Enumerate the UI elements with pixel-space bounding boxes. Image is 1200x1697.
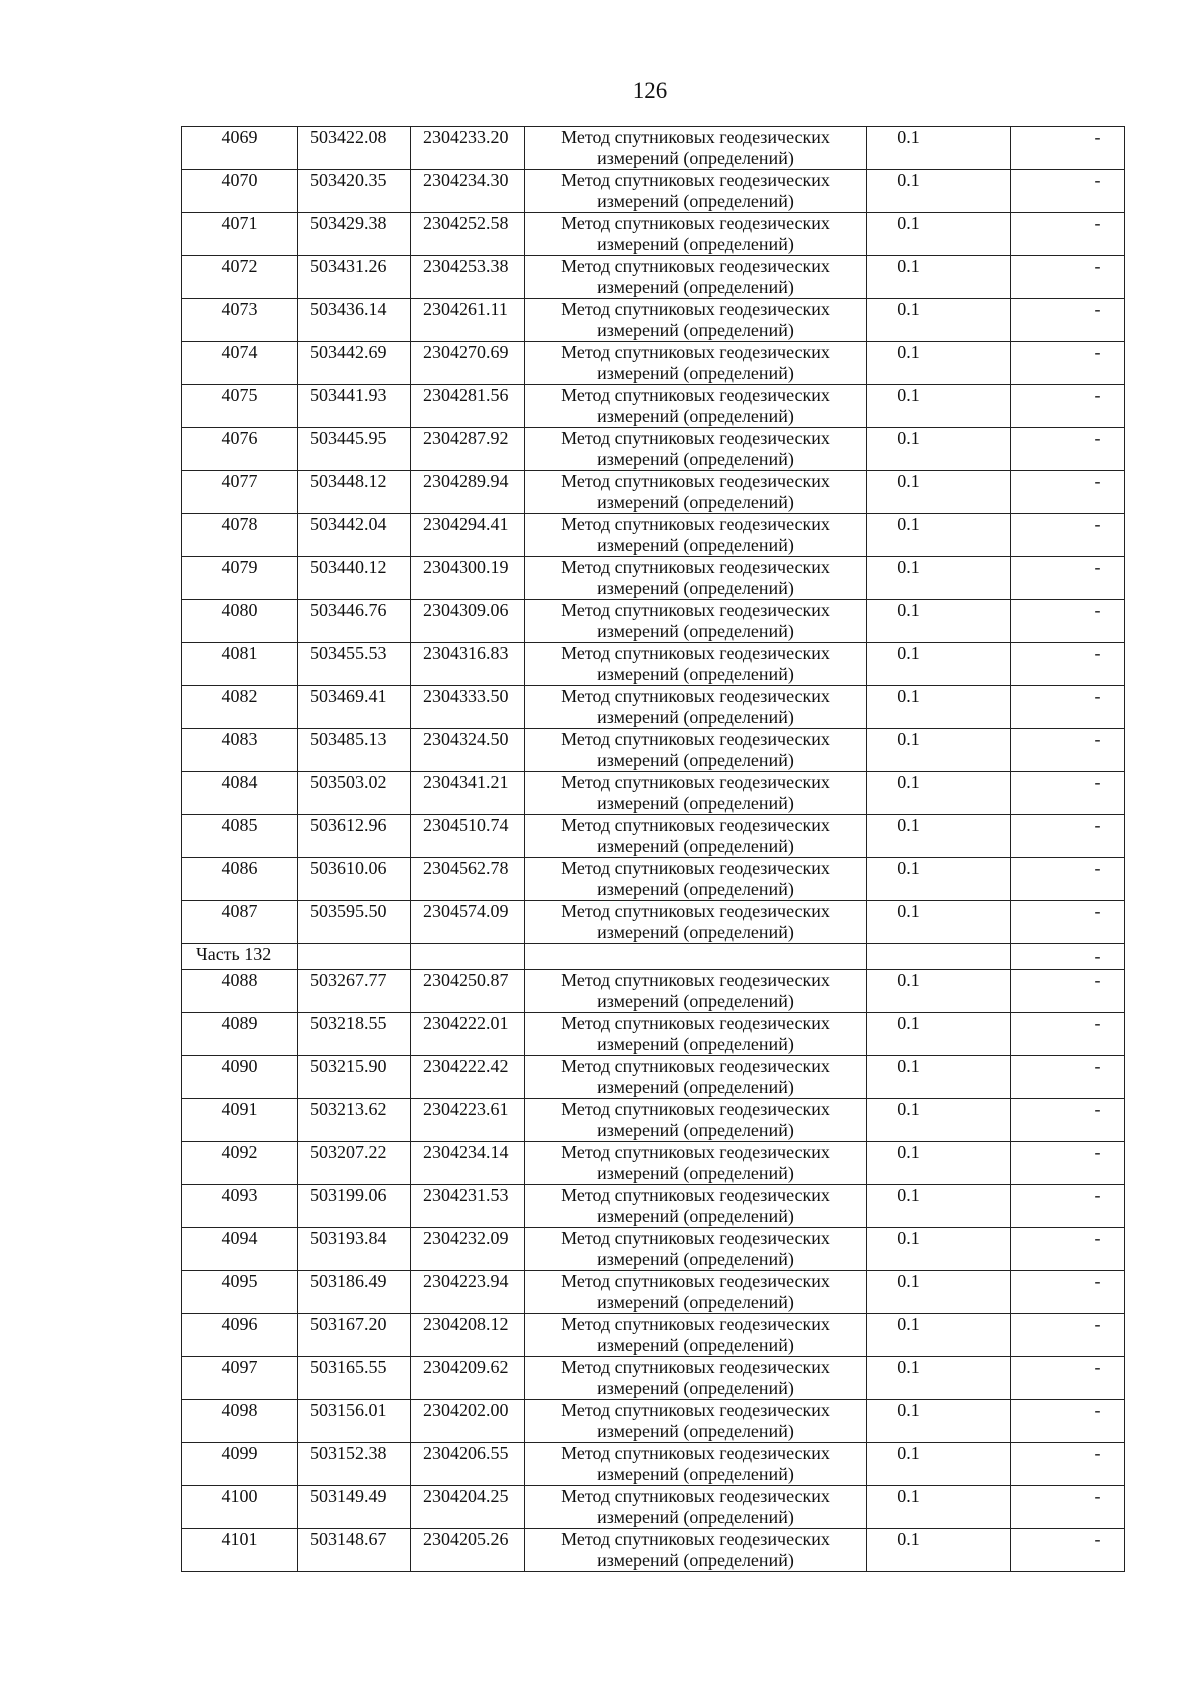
y-coordinate-cell: 2304316.83 xyxy=(411,643,525,686)
x-coordinate-cell: 503215.90 xyxy=(298,1056,411,1099)
point-number-cell: 4082 xyxy=(182,686,298,729)
accuracy-cell: 0.1 xyxy=(867,1357,1011,1400)
accuracy-cell: 0.1 xyxy=(867,1486,1011,1529)
x-coordinate-cell: 503436.14 xyxy=(298,299,411,342)
table-row xyxy=(182,1142,1125,1185)
note-cell: - xyxy=(1011,901,1125,944)
table-row xyxy=(182,213,1125,256)
note-cell: - xyxy=(1011,471,1125,514)
table-row xyxy=(182,686,1125,729)
x-coordinate-cell: 503148.67 xyxy=(298,1529,411,1572)
table-row xyxy=(182,1099,1125,1142)
accuracy-cell: 0.1 xyxy=(867,170,1011,213)
note-cell: - xyxy=(1011,772,1125,815)
method-cell: Метод спутниковых геодезических измерений (определений) xyxy=(525,1400,867,1443)
method-cell: Метод спутниковых геодезических измерений (определений) xyxy=(525,471,867,514)
note-cell: - xyxy=(1011,1228,1125,1271)
table-row xyxy=(182,1271,1125,1314)
y-coordinate-cell: 2304253.38 xyxy=(411,256,525,299)
note-cell: - xyxy=(1011,815,1125,858)
x-coordinate-cell: 503199.06 xyxy=(298,1185,411,1228)
table-row xyxy=(182,1529,1125,1572)
point-number-cell: 4080 xyxy=(182,600,298,643)
point-number-cell: 4099 xyxy=(182,1443,298,1486)
accuracy-cell: 0.1 xyxy=(867,772,1011,815)
accuracy-cell: 0.1 xyxy=(867,970,1011,1013)
accuracy-cell: 0.1 xyxy=(867,1185,1011,1228)
x-coordinate-cell: 503149.49 xyxy=(298,1486,411,1529)
table-row xyxy=(182,1486,1125,1529)
y-coordinate-cell: 2304223.94 xyxy=(411,1271,525,1314)
method-cell: Метод спутниковых геодезических измерений (определений) xyxy=(525,514,867,557)
note-cell: - xyxy=(1011,127,1125,170)
note-cell: - xyxy=(1011,643,1125,686)
x-coordinate-cell: 503207.22 xyxy=(298,1142,411,1185)
accuracy-cell: 0.1 xyxy=(867,1400,1011,1443)
note-cell: - xyxy=(1011,213,1125,256)
x-coordinate-cell: 503455.53 xyxy=(298,643,411,686)
note-cell: - xyxy=(1011,557,1125,600)
y-coordinate-cell: 2304209.62 xyxy=(411,1357,525,1400)
point-number-cell: 4072 xyxy=(182,256,298,299)
point-number-cell: 4084 xyxy=(182,772,298,815)
table-row xyxy=(182,970,1125,1013)
accuracy-cell: 0.1 xyxy=(867,1271,1011,1314)
table-row xyxy=(182,1357,1125,1400)
y-coordinate-cell: 2304222.42 xyxy=(411,1056,525,1099)
point-number-cell: 4075 xyxy=(182,385,298,428)
x-coordinate-cell: 503165.55 xyxy=(298,1357,411,1400)
point-number-cell: 4085 xyxy=(182,815,298,858)
x-coordinate-cell: 503485.13 xyxy=(298,729,411,772)
method-cell: Метод спутниковых геодезических измерений (определений) xyxy=(525,170,867,213)
accuracy-cell: 0.1 xyxy=(867,299,1011,342)
accuracy-cell: 0.1 xyxy=(867,1529,1011,1572)
note-cell: - xyxy=(1011,1443,1125,1486)
point-number-cell: 4078 xyxy=(182,514,298,557)
method-cell: Метод спутниковых геодезических измерений (определений) xyxy=(525,1529,867,1572)
method-cell: Метод спутниковых геодезических измерений (определений) xyxy=(525,557,867,600)
method-cell: Метод спутниковых геодезических измерений (определений) xyxy=(525,1486,867,1529)
y-coordinate-cell: 2304510.74 xyxy=(411,815,525,858)
note-cell: - xyxy=(1011,1271,1125,1314)
point-number-cell: 4094 xyxy=(182,1228,298,1271)
accuracy-cell: 0.1 xyxy=(867,127,1011,170)
point-number-cell: 4070 xyxy=(182,170,298,213)
note-cell: - xyxy=(1011,1529,1125,1572)
x-coordinate-cell: 503446.76 xyxy=(298,600,411,643)
x-coordinate-cell: 503595.50 xyxy=(298,901,411,944)
y-coordinate-cell: 2304300.19 xyxy=(411,557,525,600)
point-number-cell: 4097 xyxy=(182,1357,298,1400)
table-row xyxy=(182,471,1125,514)
method-cell: Метод спутниковых геодезических измерений (определений) xyxy=(525,643,867,686)
point-number-cell: 4096 xyxy=(182,1314,298,1357)
note-cell: - xyxy=(1011,342,1125,385)
table-row xyxy=(182,729,1125,772)
x-coordinate-cell: 503267.77 xyxy=(298,970,411,1013)
coordinates-table xyxy=(181,126,1125,1572)
note-cell: - xyxy=(1011,1013,1125,1056)
method-cell: Метод спутниковых геодезических измерений (определений) xyxy=(525,858,867,901)
note-cell: - xyxy=(1011,514,1125,557)
accuracy-cell: 0.1 xyxy=(867,1228,1011,1271)
note-cell: - xyxy=(1011,428,1125,471)
method-cell: Метод спутниковых геодезических измерений (определений) xyxy=(525,1142,867,1185)
method-cell: Метод спутниковых геодезических измерений (определений) xyxy=(525,772,867,815)
table-row xyxy=(182,557,1125,600)
table-row xyxy=(182,514,1125,557)
empty-cell xyxy=(867,944,1011,970)
y-coordinate-cell: 2304333.50 xyxy=(411,686,525,729)
method-cell: Метод спутниковых геодезических измерений (определений) xyxy=(525,1228,867,1271)
accuracy-cell: 0.1 xyxy=(867,858,1011,901)
point-number-cell: 4091 xyxy=(182,1099,298,1142)
note-cell: - xyxy=(1011,1400,1125,1443)
method-cell: Метод спутниковых геодезических измерений (определений) xyxy=(525,1056,867,1099)
x-coordinate-cell: 503186.49 xyxy=(298,1271,411,1314)
method-cell: Метод спутниковых геодезических измерений (определений) xyxy=(525,1357,867,1400)
empty-cell xyxy=(411,944,525,970)
x-coordinate-cell: 503422.08 xyxy=(298,127,411,170)
method-cell: Метод спутниковых геодезических измерений (определений) xyxy=(525,686,867,729)
x-coordinate-cell: 503469.41 xyxy=(298,686,411,729)
accuracy-cell: 0.1 xyxy=(867,815,1011,858)
part-label: Часть 132 xyxy=(182,944,298,970)
y-coordinate-cell: 2304204.25 xyxy=(411,1486,525,1529)
table-row xyxy=(182,815,1125,858)
accuracy-cell: 0.1 xyxy=(867,213,1011,256)
accuracy-cell: 0.1 xyxy=(867,256,1011,299)
y-coordinate-cell: 2304270.69 xyxy=(411,342,525,385)
point-number-cell: 4077 xyxy=(182,471,298,514)
y-coordinate-cell: 2304233.20 xyxy=(411,127,525,170)
table-row xyxy=(182,256,1125,299)
note-cell: - xyxy=(1011,600,1125,643)
method-cell: Метод спутниковых геодезических измерений (определений) xyxy=(525,428,867,471)
y-coordinate-cell: 2304250.87 xyxy=(411,970,525,1013)
point-number-cell: 4090 xyxy=(182,1056,298,1099)
note-cell: - xyxy=(1011,1056,1125,1099)
method-cell: Метод спутниковых геодезических измерений (определений) xyxy=(525,1314,867,1357)
coordinates-table-body xyxy=(182,127,1125,1572)
method-cell: Метод спутниковых геодезических измерений (определений) xyxy=(525,970,867,1013)
y-coordinate-cell: 2304261.11 xyxy=(411,299,525,342)
note-cell: - xyxy=(1011,1099,1125,1142)
point-number-cell: 4089 xyxy=(182,1013,298,1056)
y-coordinate-cell: 2304206.55 xyxy=(411,1443,525,1486)
x-coordinate-cell: 503445.95 xyxy=(298,428,411,471)
accuracy-cell: 0.1 xyxy=(867,1013,1011,1056)
method-cell: Метод спутниковых геодезических измерений (определений) xyxy=(525,213,867,256)
x-coordinate-cell: 503218.55 xyxy=(298,1013,411,1056)
table-row xyxy=(182,299,1125,342)
point-number-cell: 4101 xyxy=(182,1529,298,1572)
table-row xyxy=(182,1400,1125,1443)
x-coordinate-cell: 503213.62 xyxy=(298,1099,411,1142)
x-coordinate-cell: 503152.38 xyxy=(298,1443,411,1486)
y-coordinate-cell: 2304231.53 xyxy=(411,1185,525,1228)
y-coordinate-cell: 2304222.01 xyxy=(411,1013,525,1056)
x-coordinate-cell: 503420.35 xyxy=(298,170,411,213)
x-coordinate-cell: 503193.84 xyxy=(298,1228,411,1271)
accuracy-cell: 0.1 xyxy=(867,901,1011,944)
x-coordinate-cell: 503441.93 xyxy=(298,385,411,428)
y-coordinate-cell: 2304289.94 xyxy=(411,471,525,514)
table-row xyxy=(182,643,1125,686)
y-coordinate-cell: 2304341.21 xyxy=(411,772,525,815)
y-coordinate-cell: 2304309.06 xyxy=(411,600,525,643)
x-coordinate-cell: 503503.02 xyxy=(298,772,411,815)
x-coordinate-cell: 503448.12 xyxy=(298,471,411,514)
accuracy-cell: 0.1 xyxy=(867,385,1011,428)
empty-cell xyxy=(525,944,867,970)
method-cell: Метод спутниковых геодезических измерений (определений) xyxy=(525,1099,867,1142)
table-row xyxy=(182,1056,1125,1099)
table-row xyxy=(182,901,1125,944)
point-number-cell: 4098 xyxy=(182,1400,298,1443)
accuracy-cell: 0.1 xyxy=(867,471,1011,514)
y-coordinate-cell: 2304202.00 xyxy=(411,1400,525,1443)
table-row xyxy=(182,600,1125,643)
table-row xyxy=(182,1443,1125,1486)
point-number-cell: 4083 xyxy=(182,729,298,772)
point-number-cell: 4069 xyxy=(182,127,298,170)
point-number-cell: 4081 xyxy=(182,643,298,686)
x-coordinate-cell: 503610.06 xyxy=(298,858,411,901)
method-cell: Метод спутниковых геодезических измерений (определений) xyxy=(525,1185,867,1228)
accuracy-cell: 0.1 xyxy=(867,686,1011,729)
method-cell: Метод спутниковых геодезических измерений (определений) xyxy=(525,299,867,342)
point-number-cell: 4073 xyxy=(182,299,298,342)
point-number-cell: 4092 xyxy=(182,1142,298,1185)
y-coordinate-cell: 2304252.58 xyxy=(411,213,525,256)
note-cell: - xyxy=(1011,299,1125,342)
page-number: 126 xyxy=(632,78,668,103)
method-cell: Метод спутниковых геодезических измерений (определений) xyxy=(525,729,867,772)
method-cell: Метод спутниковых геодезических измерений (определений) xyxy=(525,1013,867,1056)
method-cell: Метод спутниковых геодезических измерений (определений) xyxy=(525,901,867,944)
table-row xyxy=(182,385,1125,428)
point-number-cell: 4093 xyxy=(182,1185,298,1228)
point-number-cell: 4087 xyxy=(182,901,298,944)
x-coordinate-cell: 503612.96 xyxy=(298,815,411,858)
x-coordinate-cell: 503167.20 xyxy=(298,1314,411,1357)
note-cell: - xyxy=(1011,970,1125,1013)
note-cell: - xyxy=(1011,729,1125,772)
point-number-cell: 4086 xyxy=(182,858,298,901)
note-cell: - xyxy=(1011,1142,1125,1185)
y-coordinate-cell: 2304287.92 xyxy=(411,428,525,471)
table-row xyxy=(182,1013,1125,1056)
table-row xyxy=(182,127,1125,170)
table-row xyxy=(182,858,1125,901)
y-coordinate-cell: 2304234.30 xyxy=(411,170,525,213)
y-coordinate-cell: 2304562.78 xyxy=(411,858,525,901)
table-row xyxy=(182,1185,1125,1228)
accuracy-cell: 0.1 xyxy=(867,428,1011,471)
note-cell: - xyxy=(1011,1357,1125,1400)
method-cell: Метод спутниковых геодезических измерений (определений) xyxy=(525,256,867,299)
table-row xyxy=(182,1314,1125,1357)
note-cell: - xyxy=(1011,1486,1125,1529)
note-cell: - xyxy=(1011,256,1125,299)
y-coordinate-cell: 2304574.09 xyxy=(411,901,525,944)
x-coordinate-cell: 503440.12 xyxy=(298,557,411,600)
method-cell: Метод спутниковых геодезических измерений (определений) xyxy=(525,342,867,385)
y-coordinate-cell: 2304208.12 xyxy=(411,1314,525,1357)
accuracy-cell: 0.1 xyxy=(867,514,1011,557)
method-cell: Метод спутниковых геодезических измерений (определений) xyxy=(525,815,867,858)
x-coordinate-cell: 503156.01 xyxy=(298,1400,411,1443)
y-coordinate-cell: 2304223.61 xyxy=(411,1099,525,1142)
note-cell: - xyxy=(1011,1185,1125,1228)
table-row xyxy=(182,1228,1125,1271)
note-cell: - xyxy=(1011,686,1125,729)
y-coordinate-cell: 2304234.14 xyxy=(411,1142,525,1185)
y-coordinate-cell: 2304232.09 xyxy=(411,1228,525,1271)
method-cell: Метод спутниковых геодезических измерений (определений) xyxy=(525,127,867,170)
note-cell: - xyxy=(1011,858,1125,901)
note-cell: - xyxy=(1011,385,1125,428)
table-row xyxy=(182,170,1125,213)
note-cell: - xyxy=(1011,170,1125,213)
point-number-cell: 4076 xyxy=(182,428,298,471)
point-number-cell: 4079 xyxy=(182,557,298,600)
method-cell: Метод спутниковых геодезических измерений (определений) xyxy=(525,385,867,428)
y-coordinate-cell: 2304324.50 xyxy=(411,729,525,772)
accuracy-cell: 0.1 xyxy=(867,1056,1011,1099)
note-cell: - xyxy=(1011,1314,1125,1357)
accuracy-cell: 0.1 xyxy=(867,342,1011,385)
accuracy-cell: 0.1 xyxy=(867,1142,1011,1185)
accuracy-cell: 0.1 xyxy=(867,729,1011,772)
point-number-cell: 4095 xyxy=(182,1271,298,1314)
point-number-cell: 4100 xyxy=(182,1486,298,1529)
accuracy-cell: 0.1 xyxy=(867,1099,1011,1142)
y-coordinate-cell: 2304294.41 xyxy=(411,514,525,557)
x-coordinate-cell: 503431.26 xyxy=(298,256,411,299)
accuracy-cell: 0.1 xyxy=(867,1314,1011,1357)
part-note-cell: - xyxy=(1011,944,1125,970)
x-coordinate-cell: 503429.38 xyxy=(298,213,411,256)
y-coordinate-cell: 2304205.26 xyxy=(411,1529,525,1572)
accuracy-cell: 0.1 xyxy=(867,600,1011,643)
empty-cell xyxy=(298,944,411,970)
point-number-cell: 4074 xyxy=(182,342,298,385)
accuracy-cell: 0.1 xyxy=(867,643,1011,686)
table-row xyxy=(182,772,1125,815)
x-coordinate-cell: 503442.04 xyxy=(298,514,411,557)
method-cell: Метод спутниковых геодезических измерений (определений) xyxy=(525,1271,867,1314)
y-coordinate-cell: 2304281.56 xyxy=(411,385,525,428)
point-number-cell: 4088 xyxy=(182,970,298,1013)
accuracy-cell: 0.1 xyxy=(867,1443,1011,1486)
accuracy-cell: 0.1 xyxy=(867,557,1011,600)
point-number-cell: 4071 xyxy=(182,213,298,256)
method-cell: Метод спутниковых геодезических измерений (определений) xyxy=(525,1443,867,1486)
method-cell: Метод спутниковых геодезических измерений (определений) xyxy=(525,600,867,643)
table-row xyxy=(182,342,1125,385)
x-coordinate-cell: 503442.69 xyxy=(298,342,411,385)
table-row xyxy=(182,428,1125,471)
part-header-row xyxy=(182,944,1125,970)
